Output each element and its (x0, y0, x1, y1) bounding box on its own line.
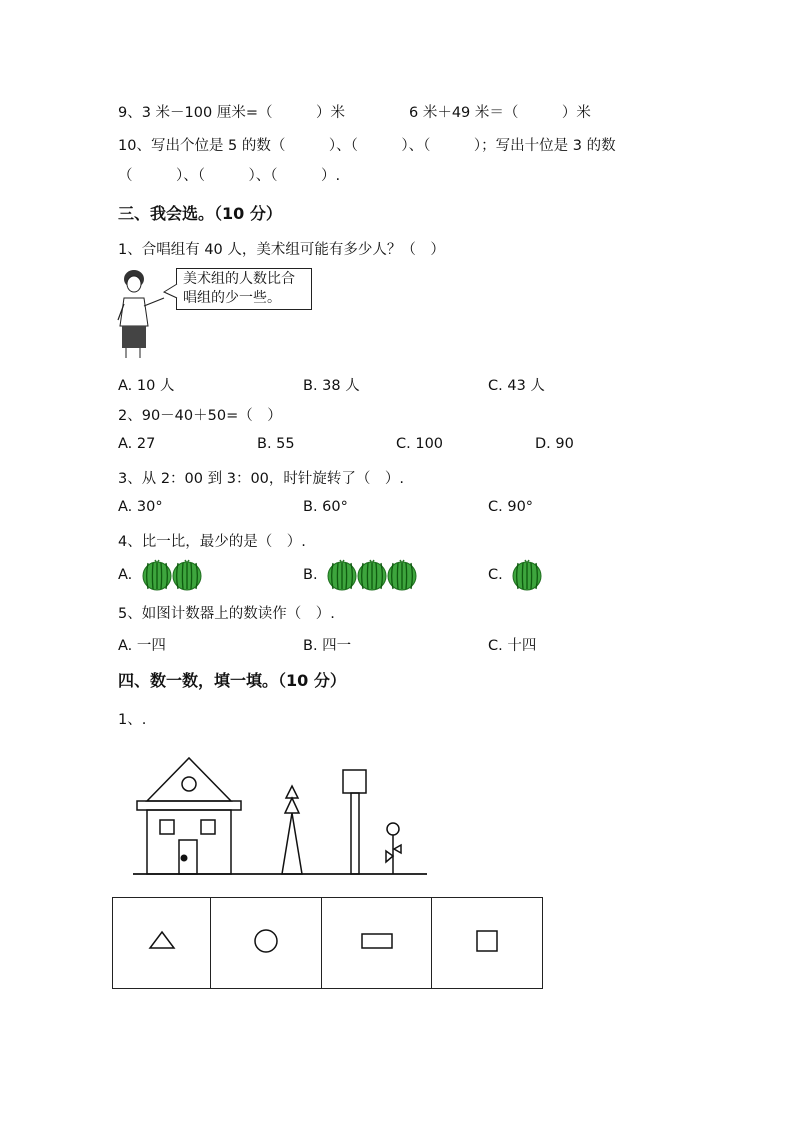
s3-q5-option-a: A. 一四 (118, 638, 166, 654)
s3-q1-option-a: A. 10 人 (118, 378, 175, 394)
sign-square (343, 770, 366, 793)
s3-q4-option-c-melons (512, 559, 542, 595)
square-icon (473, 927, 501, 955)
tower-body-triangle (282, 813, 302, 874)
door-knob (181, 855, 188, 862)
shapes-scene (125, 750, 435, 882)
s3-q4-stem: 4、比一比，最少的是（ ）. (118, 534, 306, 550)
house-eave-rectangle (137, 801, 241, 810)
s3-q3-option-a: A. 30° (118, 499, 163, 515)
s3-q3-option-b: B. 60° (303, 499, 348, 515)
house-window-left (160, 820, 174, 834)
s4-q1-stem: 1、. (118, 712, 147, 728)
s3-q5-option-b: B. 四一 (303, 638, 352, 654)
house-window-right (201, 820, 215, 834)
house-roof-circle (182, 777, 196, 791)
s3-q2-stem: 2、90－40＋50=（ ） (118, 408, 282, 424)
s3-q4-option-a-melons (142, 559, 202, 595)
s3-q4-option-a-label: A. (118, 567, 133, 583)
sign-pole-rectangle (351, 793, 359, 874)
flower-circle (387, 823, 399, 835)
q10-line1: 10、写出个位是 5 的数（ ）、（ ）、（ ）；写出十位是 3 的数 (118, 138, 616, 154)
s3-q4-option-c-label: C. (488, 567, 503, 583)
triangle-icon (147, 929, 177, 953)
rectangle-icon (359, 930, 395, 952)
section3-heading: 三、我会选。（10 分） (118, 204, 282, 223)
watermelon-icon (327, 559, 357, 591)
speech-tail (162, 282, 178, 302)
s3-q1-option-c: C. 43 人 (488, 378, 545, 394)
shape-count-table (112, 897, 543, 989)
s3-q1-stem: 1、合唱组有 40 人，美术组可能有多少人？（ ） (118, 242, 445, 258)
q10-line2: （ ）、（ ）、（ ）. (118, 168, 341, 184)
s3-q5-option-c: C. 十四 (488, 638, 537, 654)
q9-right: 6 米＋49 米＝（ ）米 (409, 105, 591, 121)
watermelon-icon (172, 559, 202, 591)
q9-left: 9、3 米－100 厘米=（ ）米 (118, 105, 345, 121)
s3-q3-option-c: C. 90° (488, 499, 534, 515)
watermelon-icon (387, 559, 417, 591)
circle-icon (251, 926, 281, 956)
s3-q4-option-b-label: B. (303, 567, 318, 583)
watermelon-icon (142, 559, 172, 591)
house-roof-triangle (147, 758, 231, 801)
s3-q2-option-c: C. 100 (396, 436, 444, 452)
s3-q4-option-b-melons (327, 559, 417, 595)
watermelon-icon (512, 559, 542, 591)
circle-cell (211, 898, 322, 989)
tower-mid-triangle (285, 798, 299, 813)
tower-top-triangle (286, 786, 298, 798)
s3-q5-stem: 5、如图计数器上的数读作（ ）. (118, 606, 335, 622)
rectangle-cell (322, 898, 432, 989)
s3-q3-stem: 3、从 2：00 到 3：00，时针旋转了（ ）. (118, 471, 405, 487)
s3-q2-option-b: B. 55 (257, 436, 295, 452)
watermelon-icon (357, 559, 387, 591)
speech-bubble: 美术组的人数比合 唱组的少一些。 (176, 268, 312, 310)
section4-heading: 四、数一数，填一填。（10 分） (118, 671, 346, 690)
flower-leaf-left (386, 851, 393, 862)
s3-q1-option-b: B. 38 人 (303, 378, 360, 394)
triangle-cell (113, 898, 211, 989)
flower-leaf-right (394, 845, 401, 853)
s3-q2-option-d: D. 90 (535, 436, 574, 452)
s3-q2-option-a: A. 27 (118, 436, 156, 452)
square-cell (432, 898, 543, 989)
